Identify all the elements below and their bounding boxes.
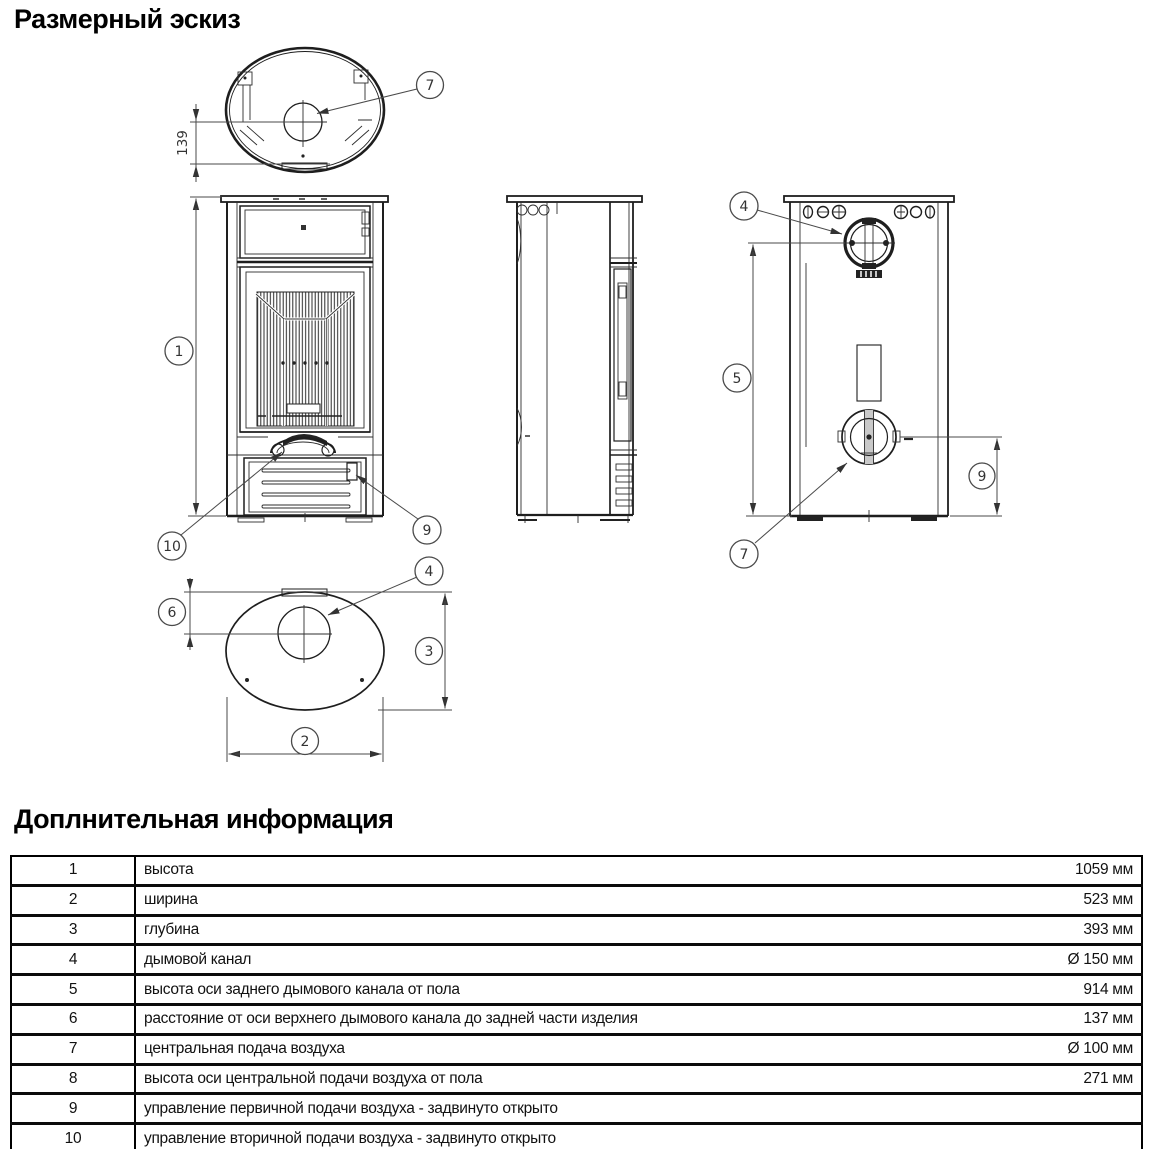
callout-number: 1: [174, 344, 184, 360]
row-description: центральная подача воздуха: [144, 1040, 345, 1058]
side-view: [507, 196, 642, 523]
row-description: глубина: [144, 920, 199, 938]
row-description: высота оси заднего дымового канала от пола: [144, 980, 460, 998]
row-value: 393 мм: [1083, 920, 1133, 938]
callout-number: 3: [424, 644, 434, 660]
table-row: [11, 945, 1142, 975]
row-description: ширина: [144, 891, 198, 909]
flue-outlet: [843, 218, 895, 278]
callout-4-back: [730, 192, 842, 234]
front-view: [221, 196, 388, 522]
callout-number: 9: [977, 469, 987, 485]
callout-number: 2: [300, 734, 310, 750]
row-description: высота оси центральной подачи воздуха от пола: [144, 1069, 483, 1087]
table-row: [11, 975, 1142, 1005]
primary-air-lever[interactable]: [347, 463, 357, 480]
row-number: 6: [11, 1004, 135, 1034]
back-view: [784, 196, 954, 522]
callout-number: 9: [422, 523, 432, 539]
row-value: Ø 100 мм: [1067, 1040, 1133, 1058]
row-number: 4: [11, 945, 135, 975]
callout-number: 10: [163, 539, 181, 555]
row-number: 8: [11, 1064, 135, 1094]
row-value: Ø 150 мм: [1067, 950, 1133, 968]
callout-number: 4: [424, 564, 434, 580]
callout-4-bottom: [328, 557, 443, 615]
air-vent-slats: [262, 469, 350, 508]
callout-number: 7: [739, 547, 749, 563]
row-value: 914 мм: [1083, 980, 1133, 998]
top-view: [226, 48, 384, 172]
row-value: [975, 1094, 1142, 1124]
callout-10: [158, 452, 282, 560]
row-value: 523 мм: [1083, 891, 1133, 909]
dimension-139-label: 139: [175, 130, 191, 156]
row-value: 137 мм: [1083, 1010, 1133, 1028]
row-number: 10: [11, 1124, 135, 1149]
additional-info-table: [10, 855, 1143, 1149]
table-row: [11, 1034, 1142, 1064]
dimension-depth-3: [284, 592, 452, 710]
row-number: 5: [11, 975, 135, 1005]
row-number: 7: [11, 1034, 135, 1064]
row-description: управление первичной подачи воздуха - задвинуто открыто: [144, 1099, 558, 1117]
table-row: [11, 1124, 1142, 1149]
dimension-139: [175, 104, 330, 182]
row-description: расстояние от оси верхнего дымового канала до задней части изделия: [144, 1010, 638, 1028]
table-row: [11, 856, 1142, 885]
callout-1: [165, 337, 193, 365]
dimension-height-1: [188, 197, 226, 516]
callout-number: 4: [739, 199, 749, 215]
dimension-width-2: [227, 697, 383, 762]
info-section-title: Доплнительная информация: [14, 804, 394, 834]
rear-screws: [804, 205, 935, 219]
table-row: [11, 885, 1142, 915]
callout-9-front: [356, 475, 441, 544]
row-description: дымовой канал: [144, 950, 252, 968]
row-value: 1059 мм: [1074, 861, 1133, 879]
dimension-rear-flue-5: [723, 243, 845, 516]
table-row: [11, 1064, 1142, 1094]
row-value: 271 мм: [1083, 1069, 1133, 1087]
row-description: высота: [144, 861, 194, 879]
drawing-section-title: Размерный эскиз: [14, 4, 241, 34]
dimension-offset-6: [159, 578, 285, 650]
callout-number: 7: [425, 78, 435, 94]
table-row: [11, 1004, 1142, 1034]
row-description: управление вторичной подачи воздуха - задвинуто открыто: [144, 1129, 556, 1147]
callout-number: 5: [732, 371, 742, 387]
table-row: [11, 1094, 1142, 1124]
row-number: 9: [11, 1094, 135, 1124]
table-row: [11, 915, 1142, 945]
bottom-view: [226, 589, 384, 710]
row-value: [975, 1124, 1142, 1149]
callout-number: 6: [167, 605, 177, 621]
dimension-air-height-9: [900, 437, 1002, 516]
row-number: 1: [11, 856, 135, 885]
row-number: 2: [11, 885, 135, 915]
row-number: 3: [11, 915, 135, 945]
